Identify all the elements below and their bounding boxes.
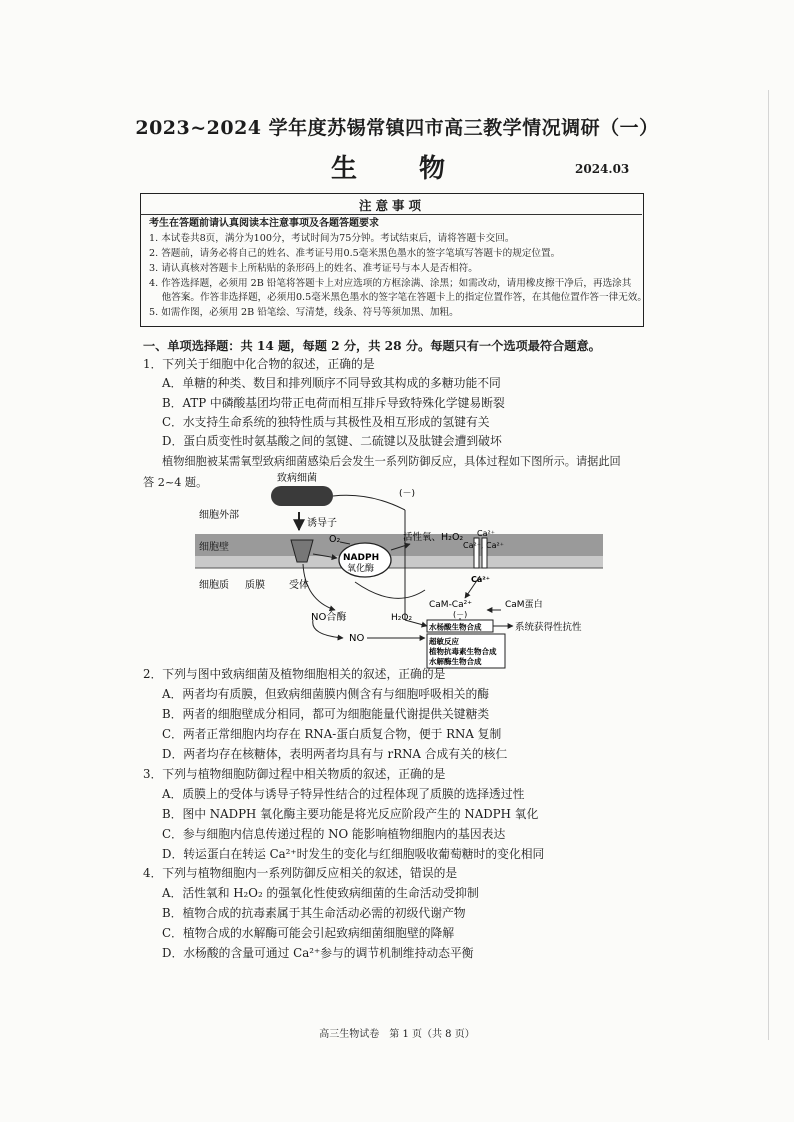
label-inducer: 诱导子 (307, 518, 337, 529)
label-oxidase: 氧化酶 (347, 564, 375, 574)
section-heading: 一、单项选择题：共 14 题，每题 2 分，共 28 分。每题只有一个选项最符合题意。 (143, 339, 601, 353)
label-receptor: 受体 (289, 580, 309, 591)
option-d: D．蛋白质变性时氨基酸之间的氢键、二硫键以及肽键会遭到破坏 (162, 434, 502, 448)
label-sa-synthesis: 水杨酸生物合成 (429, 622, 482, 632)
notice-item: 5. 如需作图，必须用 2B 铅笔绘、写清楚，线条、符号等须加黑、加粗。 (149, 307, 459, 318)
label-ca-out: Ca²⁺ (477, 529, 495, 538)
option-d: D．转运蛋白在转运 Ca²⁺时发生的变化与红细胞吸收葡萄糖时的变化相同 (162, 847, 545, 861)
plasma-membrane-band (195, 556, 603, 568)
option-d: D．水杨酸的含量可通过 Ca²⁺参与的调节机制维持动态平衡 (162, 946, 474, 960)
cell-wall-band (195, 534, 603, 556)
notice-divider (140, 214, 642, 215)
question-stem: 3．下列与植物细胞防御过程中相关物质的叙述，正确的是 (143, 767, 446, 781)
passage-lead-cont: 答 2~4 题。 (143, 476, 208, 489)
label-outside: 细胞外部 (199, 510, 239, 521)
option-b: B．两者的细胞壁成分相同，都可为细胞能量代谢提供关键糖类 (162, 707, 490, 721)
option-a: A．活性氧和 H₂O₂ 的强氧化性使致病细菌的生命活动受抑制 (162, 886, 479, 900)
label-minus-1: (－) (399, 489, 416, 499)
label-cytoplasm: 细胞质 (199, 580, 229, 591)
label-ca-out2: Ca²⁺, Ca²⁺ (463, 541, 504, 550)
label-hyper: 超敏反应 (429, 637, 459, 646)
option-b: B．植物合成的抗毒素属于其生命活动必需的初级代谢产物 (162, 906, 466, 920)
option-b: B．ATP 中磷酸基团均带正电荷而相互排斥导致特殊化学键易断裂 (162, 396, 505, 410)
label-no-synthase: NO合酶 (311, 612, 347, 623)
subject-title: 生 物 (330, 154, 463, 184)
label-bacteria: 致病细菌 (277, 473, 317, 484)
exam-date: 2024.03 (575, 162, 630, 176)
defense-diagram (195, 470, 615, 670)
label-ros: 活性氧、H₂O₂ (403, 532, 464, 543)
option-b: B．图中 NADPH 氧化酶主要功能是将光反应阶段产生的 NADPH 氧化 (162, 807, 539, 821)
notice-item: 1. 本试卷共8页，满分为100分，考试时间为75分钟。考试结束后，请将答题卡交回。 (149, 233, 515, 244)
option-c: C．参与细胞内信息传递过程的 NO 能影响植物细胞内的基因表达 (162, 827, 506, 841)
label-membrane: 质膜 (245, 580, 265, 591)
label-wall: 细胞壁 (199, 542, 229, 553)
label-minus-2: (－) (453, 610, 468, 619)
notice-intro: 考生在答题前请认真阅读本注意事项及各题答题要求 (149, 218, 379, 229)
bacteria-shape (271, 486, 333, 506)
option-c: C．植物合成的水解酶可能会引起致病细菌细胞壁的降解 (162, 926, 455, 940)
notice-item: 他答案。作答非选择题，必须用0.5毫米黑色墨水的签字笔在答题卡上的指定位置作答，在其他位置作答一律无效。 (149, 292, 647, 303)
notice-box (140, 193, 647, 327)
option-c: C．两者正常细胞内均存在 RNA-蛋白质复合物，便于 RNA 复制 (162, 727, 502, 741)
scan-edge (768, 90, 769, 1040)
question-stem: 2．下列与图中致病细菌及植物细胞相关的叙述，正确的是 (143, 667, 446, 681)
label-antitoxin: 植物抗毒素生物合成 (429, 647, 497, 656)
label-cam-ca: CaM-Ca²⁺ (429, 600, 472, 610)
label-o2: O₂ (329, 534, 341, 545)
label-nadph: NADPH (343, 553, 380, 563)
option-a: A．单糖的种类、数目和排列顺序不同导致其构成的多糖功能不同 (162, 376, 501, 390)
notice-item: 4. 作答选择题，必须用 2B 铅笔将答题卡上对应选项的方框涂满、涂黑；如需改动，请用橡皮擦干净后，再选涂其 (149, 278, 632, 289)
option-a: A．质膜上的受体与诱导子特异性结合的过程体现了质膜的选择透过性 (162, 787, 525, 801)
option-c: C．水支持生命系统的独特性质与其极性及相互形成的氢键有关 (162, 415, 490, 429)
label-no: NO (349, 633, 365, 644)
notice-item: 3. 请认真核对答题卡上所粘贴的条形码上的姓名、准考证号与本人是否相符。 (149, 263, 478, 274)
option-a: A．两者均有质膜，但致病细菌膜内侧含有与细胞呼吸相关的酶 (162, 687, 490, 701)
label-cam-protein: CaM蛋白 (505, 600, 543, 610)
notice-title: 注意事项 (358, 198, 425, 213)
option-d: D．两者均存在核糖体，表明两者均具有与 rRNA 合成有关的核仁 (162, 747, 508, 761)
label-sar: 系统获得性抗性 (515, 622, 582, 633)
exam-title: 2023~2024 学年度苏锡常镇四市高三教学情况调研（一） (135, 117, 659, 139)
passage-lead: 植物细胞被某需氧型致病细菌感染后会发生一系列防御反应，具体过程如下图所示。请据此回 (162, 455, 621, 468)
label-h2o2: H₂O₂ (391, 613, 413, 623)
question-stem: 4．下列与植物细胞内一系列防御反应相关的叙述，错误的是 (143, 866, 458, 880)
question-stem: 1．下列关于细胞中化合物的叙述，正确的是 (143, 357, 375, 371)
notice-item: 2. 答题前，请务必将自己的姓名、准考证号用0.5毫米黑色墨水的签字笔填写答题卡的规定位置。 (149, 248, 561, 259)
label-ca-in: Ca²⁺ (471, 575, 490, 584)
page-footer: 高三生物试卷 第 1 页（共 8 页） (319, 1029, 475, 1040)
label-hydrolase: 水解酶生物合成 (429, 657, 482, 666)
